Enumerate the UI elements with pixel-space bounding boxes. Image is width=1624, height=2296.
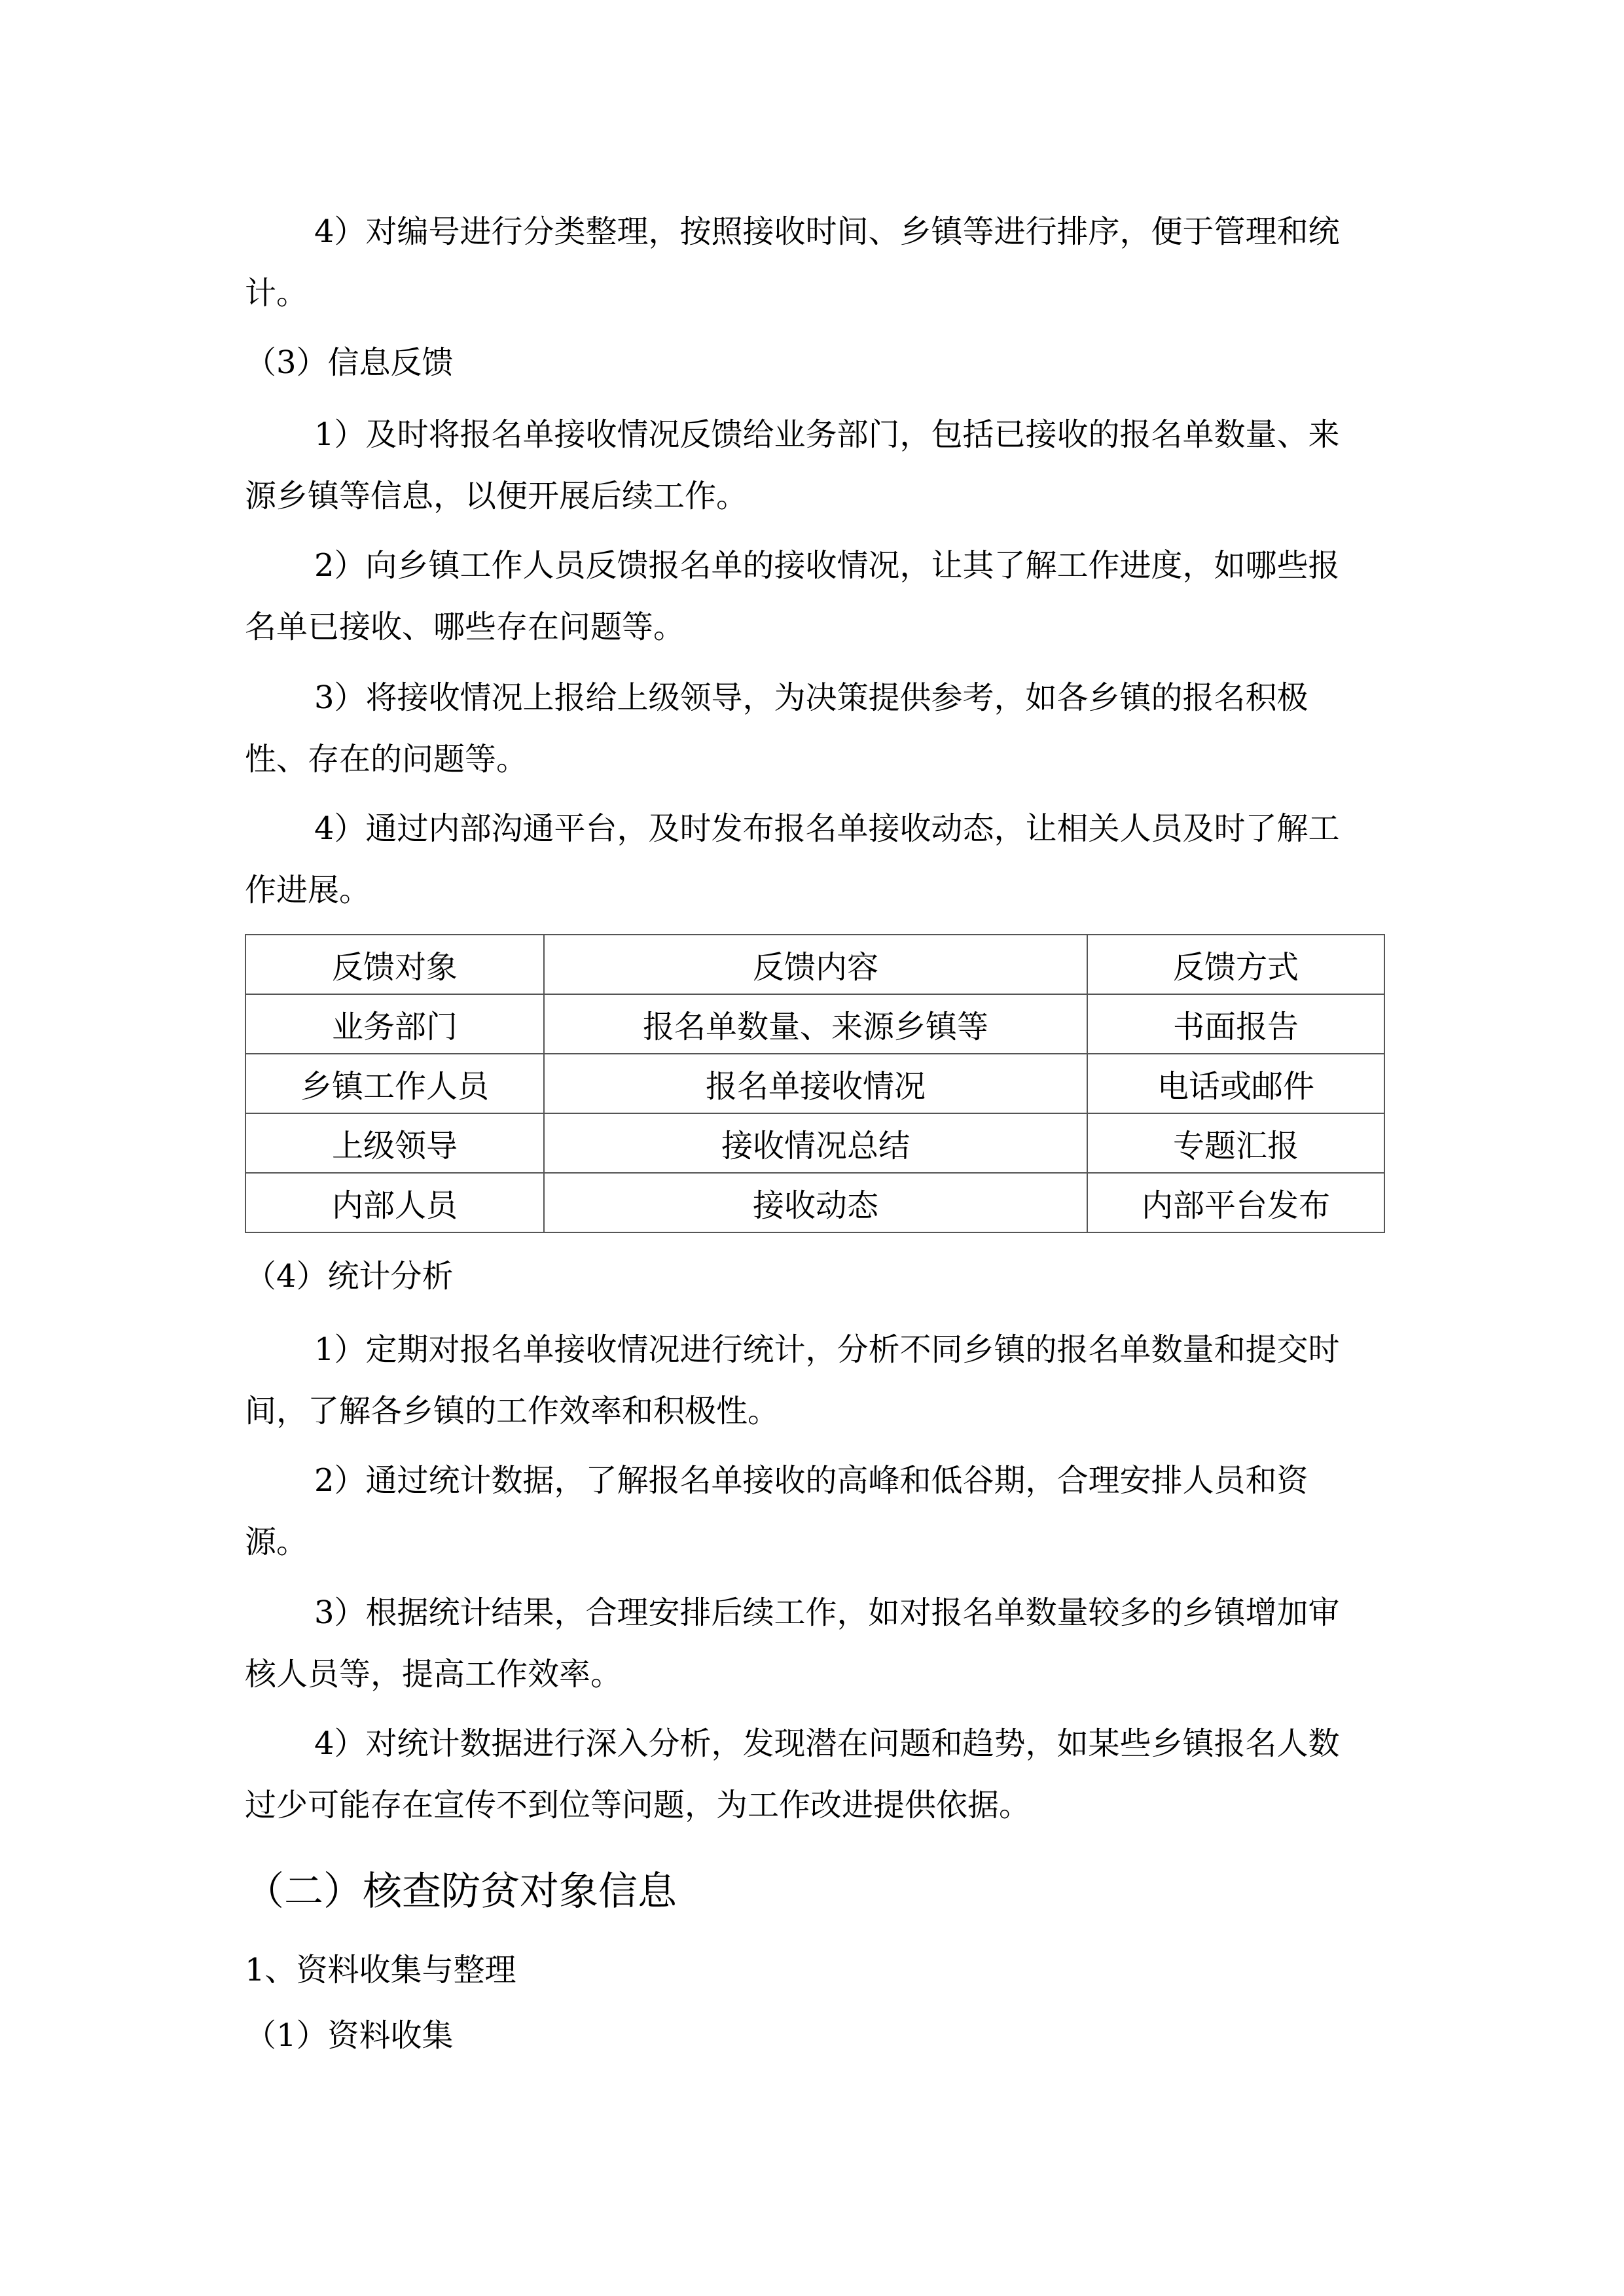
paragraph-line: 过少可能存在宣传不到位等问题，为工作改进提供依据。 (245, 1787, 1031, 1823)
feedback-table (245, 934, 1385, 1233)
table-cell: 电话或邮件 (1087, 1054, 1384, 1113)
table-header-row (245, 935, 1384, 994)
table-row (245, 1173, 1384, 1232)
table-cell: 内部人员 (245, 1173, 544, 1232)
subheading-statistics: （4）统计分析 (245, 1258, 454, 1295)
paragraph-line: 3）根据统计结果，合理安排后续工作，如对报名单数量较多的乡镇增加审 (314, 1594, 1340, 1631)
table-cell: 内部平台发布 (1087, 1173, 1384, 1232)
subheading-info-feedback: （3）信息反馈 (245, 344, 454, 381)
table-header-cell: 反馈对象 (245, 935, 544, 994)
subsubsection-heading: （1）资料收集 (245, 2017, 454, 2054)
section-heading: （二）核查防贫对象信息 (245, 1869, 677, 1914)
table-cell: 乡镇工作人员 (245, 1054, 544, 1113)
paragraph-line: 4）对编号进行分类整理，按照接收时间、乡镇等进行排序，便于管理和统 (314, 213, 1340, 250)
table-cell: 书面报告 (1087, 994, 1384, 1054)
paragraph-line: 2）通过统计数据，了解报名单接收的高峰和低谷期，合理安排人员和资 (314, 1462, 1308, 1499)
table-row (245, 1113, 1384, 1173)
table-row (245, 994, 1384, 1054)
subsection-heading: 1、资料收集与整理 (245, 1952, 516, 1988)
table-cell: 专题汇报 (1087, 1113, 1384, 1173)
paragraph-line: 作进展。 (245, 872, 371, 908)
paragraph-line: 1）定期对报名单接收情况进行统计，分析不同乡镇的报名单数量和提交时 (314, 1331, 1340, 1368)
paragraph-line: 源。 (245, 1524, 308, 1560)
table-header-cell: 反馈方式 (1087, 935, 1384, 994)
paragraph-line: 核人员等，提高工作效率。 (245, 1656, 623, 1693)
paragraph-line: 4）通过内部沟通平台，及时发布报名单接收动态，让相关人员及时了解工 (314, 810, 1340, 847)
paragraph-line: 名单已接收、哪些存在问题等。 (245, 609, 685, 645)
paragraph-line: 性、存在的问题等。 (245, 741, 528, 778)
table-cell: 报名单数量、来源乡镇等 (544, 994, 1087, 1054)
paragraph-line: 源乡镇等信息，以便开展后续工作。 (245, 478, 748, 514)
table-header-cell: 反馈内容 (544, 935, 1087, 994)
table-cell: 业务部门 (245, 994, 544, 1054)
paragraph-line: 间，了解各乡镇的工作效率和积极性。 (245, 1393, 780, 1429)
paragraph-line: 3）将接收情况上报给上级领导，为决策提供参考，如各乡镇的报名积极 (314, 679, 1308, 716)
table-cell: 上级领导 (245, 1113, 544, 1173)
table-cell: 接收动态 (544, 1173, 1087, 1232)
paragraph-line: 2）向乡镇工作人员反馈报名单的接收情况，让其了解工作进度，如哪些报 (314, 547, 1340, 584)
table-row (245, 1054, 1384, 1113)
paragraph-line: 4）对统计数据进行深入分析，发现潜在问题和趋势，如某些乡镇报名人数 (314, 1725, 1340, 1762)
table-cell: 报名单接收情况 (544, 1054, 1087, 1113)
table-cell: 接收情况总结 (544, 1113, 1087, 1173)
paragraph-line: 计。 (245, 275, 308, 312)
paragraph-line: 1）及时将报名单接收情况反馈给业务部门，包括已接收的报名单数量、来 (314, 416, 1340, 453)
